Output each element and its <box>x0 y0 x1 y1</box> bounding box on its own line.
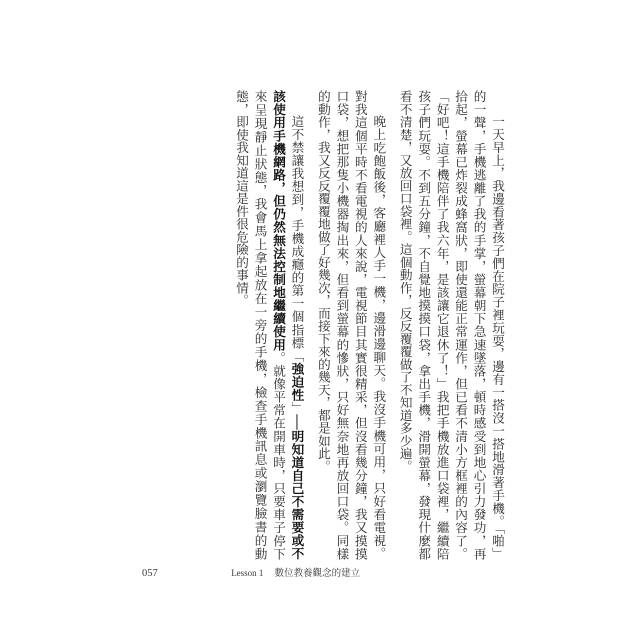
body-text-segment: 晚上吃飽飯後，客廳裡人手一機，邊滑邊聊天。我沒手機可用，只好看電視。對我這個平時不看電視的人來說，電視節目其實很精采，但沒看幾分鐘，我又摸摸口袋，想把那隻小機器掏出來，但看到螢幕的慘狀，只好無奈地再放回口袋。同樣的動作，我又反反覆覆地做了好幾次，而接下來的幾天，都是如此。 <box>315 90 387 560</box>
body-text-segment: 。就像平常在開車時，只要車子停下來呈現靜止狀態，我會馬上拿起放在一旁的手機，檢查手機訊息或瀏覽臉書的動態，即使我知道這是件很危險的事情。 <box>234 90 287 560</box>
paragraph-1 <box>395 90 506 560</box>
paragraph-3 <box>232 90 314 560</box>
lesson-label: Lesson 1 <box>231 568 264 578</box>
body-text-segment: 」── <box>289 401 305 430</box>
emphasized-text: 明知道自己不需要或不該使用手機網路，但仍然無法控制地繼續使用 <box>271 90 305 560</box>
page-number: 057 <box>142 568 158 579</box>
paragraph-2 <box>313 90 395 560</box>
chapter-title: 數位教養觀念的建立 <box>274 568 361 579</box>
body-text-segment: 這不禁讓我想到，手機成癮的第一個指標「 <box>289 115 305 363</box>
body-text-segment: 一天早上，我邊看著孩子們在院子裡玩耍，邊有一搭沒一搭地滑著手機。「啪」的一聲，手機逃離了我的手掌，螢幕朝下急速墜落，頓時感受到地心引力發功，再拾起，螢幕已炸裂成蜂窩狀，即使還能正常運作，但已看不清小方框裡的內容了。「好吧！這手機陪伴了我六年，是該讓它退休了！」我把手機放進口袋裡，繼續陪孩子們玩耍。不到五分鐘，不自覺地摸摸口袋，拿出手機，滑開螢幕，發現什麼都看不清楚，又放回口袋裡。這個動作，反反覆覆做了不知道多少遍。 <box>397 90 505 560</box>
page-footer <box>142 565 360 579</box>
body-text <box>138 90 506 560</box>
emphasized-text: 強迫性 <box>289 362 305 402</box>
